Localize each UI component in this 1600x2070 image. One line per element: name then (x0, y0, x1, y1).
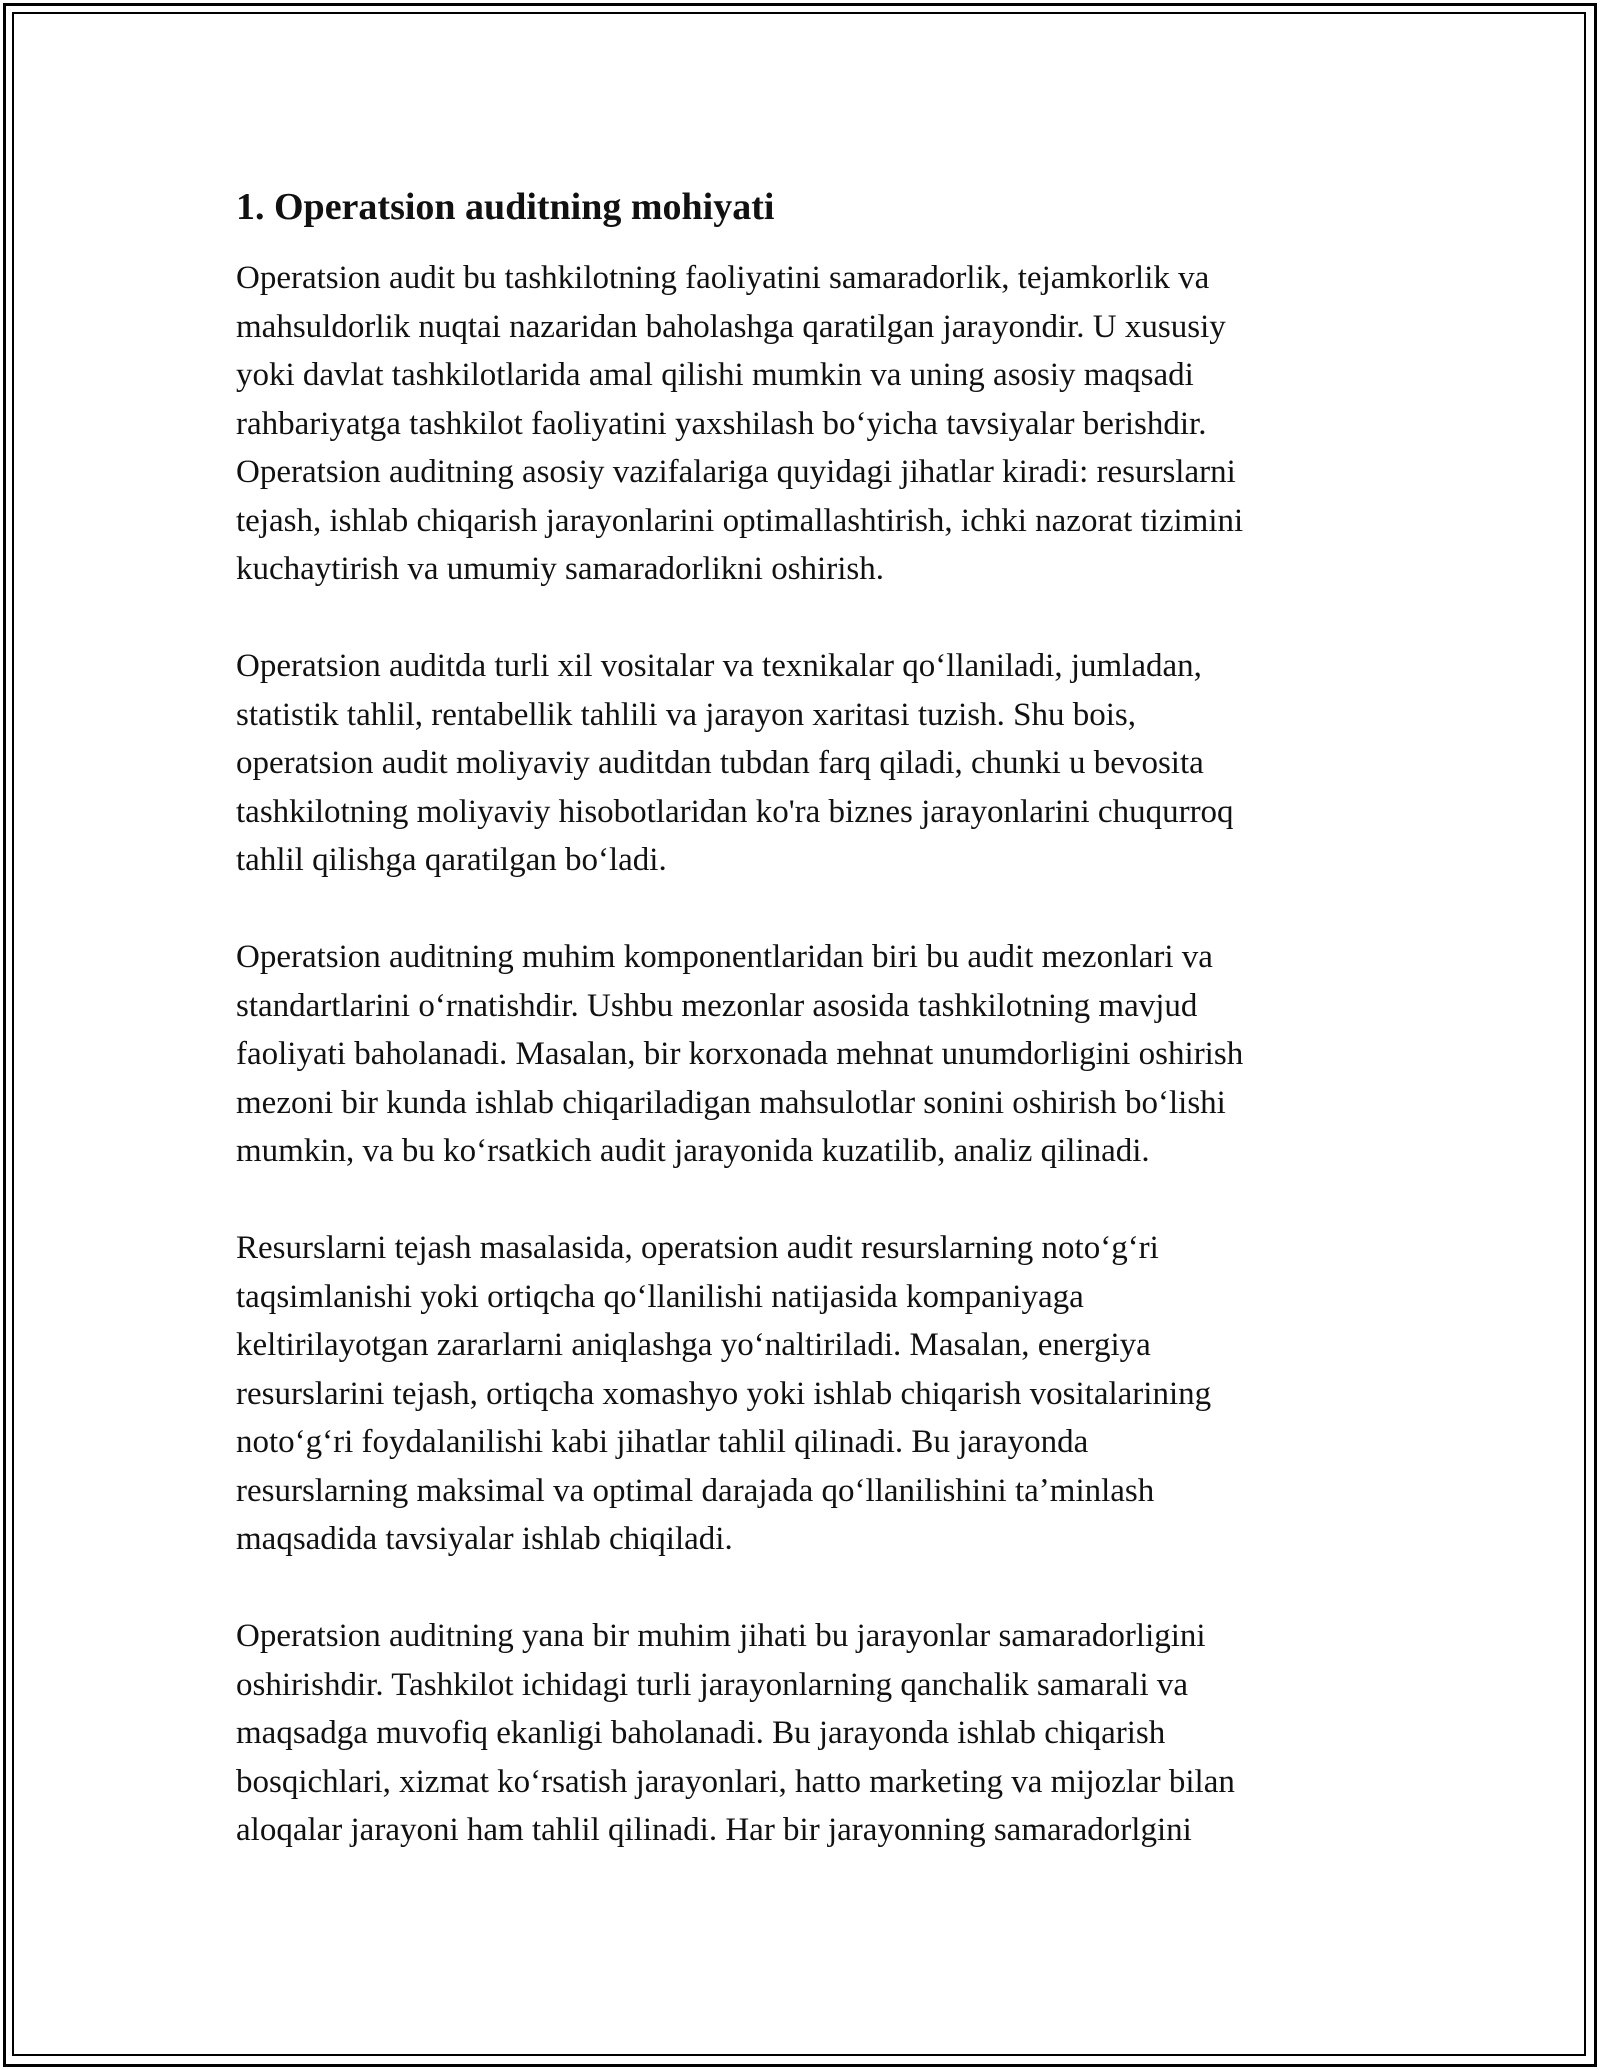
text-line: maqsadga muvofiq ekanligi baholanadi. Bu jarayonda ishlab chiqarish (236, 1715, 1166, 1751)
paragraph-list (236, 254, 1366, 1855)
text-line: bosqichlari, xizmat koʻrsatish jarayonlari, hatto marketing va mijozlar bilan (236, 1763, 1235, 1800)
paragraph (236, 642, 1366, 885)
text-line: tahlil qilishga qaratilgan boʻladi. (236, 842, 667, 878)
text-line: Operatsion auditning yana bir muhim jihati bu jarayonlar samaradorligini (236, 1618, 1206, 1654)
text-line: Operatsion auditning muhim komponentlaridan biri bu audit mezonlari va (236, 939, 1213, 975)
text-line: Resurslarni tejash masalasida, operatsion audit resurslarning notoʻgʻri (236, 1230, 1159, 1266)
text-line: aloqalar jarayoni ham tahlil qilinadi. Har bir jarayonning samaradorlgini (236, 1812, 1192, 1848)
paragraph (236, 1224, 1366, 1564)
section-heading: 1. Operatsion auditning mohiyati (236, 186, 775, 228)
text-line: oshirishdir. Tashkilot ichidagi turli jarayonlarning qanchalik samarali va (236, 1666, 1189, 1703)
text-line: faoliyati baholanadi. Masalan, bir korxonada mehnat unumdorligini oshirish (236, 1036, 1244, 1072)
text-line: Operatsion audit bu tashkilotning faoliyatini samaradorlik, tejamkorlik va (236, 260, 1210, 296)
text-line: maqsadida tavsiyalar ishlab chiqiladi. (236, 1521, 733, 1557)
text-line: operatsion audit moliyaviy auditdan tubdan farq qiladi, chunki u bevosita (236, 745, 1204, 781)
text-line: kuchaytirish va umumiy samaradorlikni oshirish. (236, 551, 884, 587)
text-line: rahbariyatga tashkilot faoliyatini yaxshilash boʻyicha tavsiyalar berishdir. (236, 405, 1207, 442)
text-line: mahsuldorlik nuqtai nazaridan baholashga qaratilgan jarayondir. U xususiy (236, 308, 1226, 345)
text-line: Operatsion auditda turli xil vositalar va texnikalar qoʻllaniladi, jumladan, (236, 648, 1202, 684)
document-body (236, 184, 1366, 1855)
text-line: mezoni bir kunda ishlab chiqariladigan mahsulotlar sonini oshirish boʻlishi (236, 1084, 1226, 1121)
text-line: tejash, ishlab chiqarish jarayonlarini optimallashtirish, ichki nazorat tizimini (236, 502, 1244, 539)
paragraph (236, 254, 1366, 594)
paragraph (236, 1612, 1366, 1855)
text-line: tashkilotning moliyaviy hisobotlaridan ko'ra biznes jarayonlarini chuqurroq (236, 793, 1234, 830)
text-line: standartlarini oʻrnatishdir. Ushbu mezonlar asosida tashkilotning mavjud (236, 987, 1198, 1024)
paragraph (236, 933, 1366, 1176)
text-line: taqsimlanishi yoki ortiqcha qoʻllanilishi natijasida kompaniyaga (236, 1278, 1084, 1315)
text-line: resurslarini tejash, ortiqcha xomashyo yoki ishlab chiqarish vositalarining (236, 1375, 1212, 1412)
text-line: notoʻgʻri foydalanilishi kabi jihatlar tahlil qilinadi. Bu jarayonda (236, 1424, 1089, 1460)
text-line: Operatsion auditning asosiy vazifalariga quyidagi jihatlar kiradi: resurslarni (236, 454, 1236, 490)
text-line: yoki davlat tashkilotlarida amal qilishi mumkin va uning asosiy maqsadi (236, 357, 1194, 393)
text-line: mumkin, va bu koʻrsatkich audit jarayonida kuzatilib, analiz qilinadi. (236, 1133, 1150, 1169)
text-line: statistik tahlil, rentabellik tahlili va jarayon xaritasi tuzish. Shu bois, (236, 696, 1137, 733)
text-line: keltirilayotgan zararlarni aniqlashga yoʻnaltiriladi. Masalan, energiya (236, 1327, 1151, 1363)
text-line: resurslarning maksimal va optimal darajada qoʻllanilishini taʼminlash (236, 1472, 1155, 1509)
